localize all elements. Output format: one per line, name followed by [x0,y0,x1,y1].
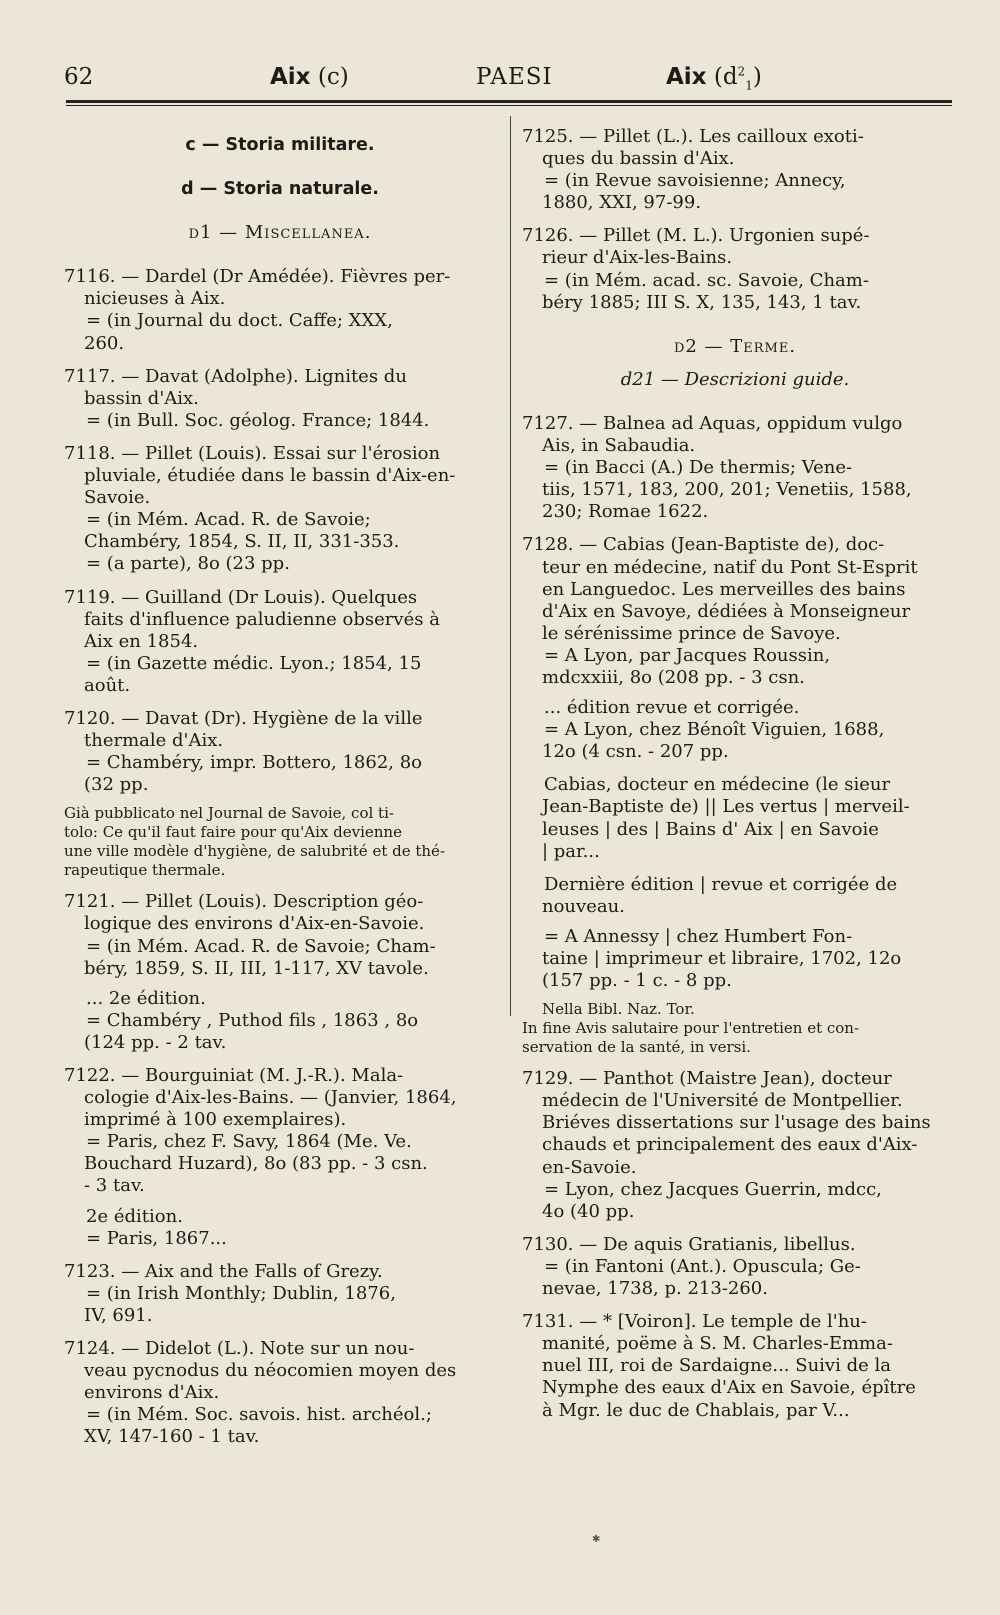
entry-7117-line: bassin d'Aix. [84,387,199,409]
entry-7128-line: Cabias, docteur en médecine (le sieur [544,774,891,796]
entry-7127-line: Ais, in Sabaudia. [542,435,696,457]
entry-7127-line: 230; Romae 1622. [542,501,709,523]
running-header [62,52,952,100]
entry-7123-line: 7123. — Aix and the Falls of Grezy. [64,1260,383,1282]
subsection-heading: d1 — Miscellanea. [188,222,372,244]
entry-7127-line: tiis, 1571, 183, 200, 201; Venetiis, 1588, [542,479,912,501]
entry-7130-line: = (in Fantoni (Ant.). Opuscula; Ge- [544,1255,861,1277]
entry-7128-line: | par... [542,840,600,862]
entry-7117-line: 7117. — Davat (Adolphe). Lignites du [64,365,407,387]
entry-7129-line: en-Savoie. [542,1156,637,1178]
entry-7128-line: nouveau. [542,895,625,917]
entry-7122-line: = Paris, chez F. Savy, 1864 (Me. Ve. [86,1131,412,1153]
entry-7129-line: Briéves dissertations sur l'usage des bains [542,1112,931,1134]
entry-7128-line: (157 pp. - 1 c. - 8 pp. [542,970,732,992]
entry-7124-line: environs d'Aix. [84,1382,220,1404]
entry-7129-line: chauds et principalement des eaux d'Aix- [542,1134,918,1156]
subsection-heading: d2 — Terme. [673,335,797,357]
entry-7128-line: leuses | des | Bains d' Aix | en Savoie [542,818,879,840]
note-line: In fine Avis salutaire pour l'entretien et con- [522,1019,860,1038]
entry-7124-line: = (in Mém. Soc. savois. hist. archéol.; [86,1404,432,1426]
entry-7128-line: ... édition revue et corrigée. [544,697,800,719]
entry-7128-line: Dernière édition | revue et corrigée de [544,873,898,895]
entry-7125-line: 7125. — Pillet (L.). Les cailloux exoti- [522,126,864,147]
entry-7119-line: = (in Gazette médic. Lyon.; 1854, 15 [86,652,422,674]
entry-7119-line: Aix en 1854. [84,630,199,652]
entry-7118-line: Chambéry, 1854, S. II, II, 331-353. [84,531,400,553]
entry-7128-line: 12o (4 csn. - 207 pp. [542,741,729,763]
entry-7131-line: Nymphe des eaux d'Aix en Savoie, épître [542,1377,916,1399]
entry-7122-line: Bouchard Huzard), 8o (83 pp. - 3 csn. [84,1153,428,1175]
page-number: 62 [64,64,94,90]
entry-7118-line: = (a parte), 8o (23 pp. [86,553,290,575]
entry-7122-line: 7122. — Bourguiniat (M. J.-R.). Mala- [64,1065,404,1086]
note-line: tolo: Ce qu'il faut faire pour qu'Aix devienne [64,823,402,842]
subsection-heading: d21 — Descrizioni guide. [620,368,850,390]
entry-7130-line: nevae, 1738, p. 213-260. [542,1278,768,1300]
note-line: une ville modèle d'hygiène, de salubrité et de thé- [64,842,446,861]
entry-7128-line: Jean-Baptiste de) || Les vertus | merveil- [542,796,910,818]
entry-7128-line: = A Annessy | chez Humbert Fon- [544,925,853,947]
section-heading: d — Storia naturale. [181,179,379,200]
entry-7128-line: mdcxxiii, 8o (208 pp. - 3 csn. [542,666,805,688]
entry-7124-line: XV, 147-160 - 1 tav. [84,1426,260,1448]
entry-7129-line: 7129. — Panthot (Maistre Jean), docteur [522,1068,892,1090]
entry-7128-line: d'Aix en Savoye, dédiées à Monseigneur [542,600,911,622]
entry-7125-line: ques du bassin d'Aix. [542,148,735,170]
note-line: rapeutique thermale. [64,861,226,880]
entry-7116-line: 7116. — Dardel (Dr Amédée). Fièvres per- [64,266,451,288]
entry-7121-line: = Chambéry , Puthod fils , 1863 , 8o [86,1009,419,1031]
entry-7129-line: = Lyon, chez Jacques Guerrin, mdcc, [544,1178,882,1200]
column-divider [510,116,511,1016]
entry-7127-line: 7127. — Balnea ad Aquas, oppidum vulgo [522,412,903,434]
entry-7128-line: = A Lyon, par Jacques Roussin, [544,644,831,666]
entry-7118-line: 7118. — Pillet (Louis). Essai sur l'érosion [64,442,441,464]
entry-7122-line: imprimé à 100 exemplaires). [84,1109,347,1131]
entry-7127-line: = (in Bacci (A.) De thermis; Vene- [544,457,853,479]
entry-7122-line: 2e édition. [86,1205,183,1227]
entry-7131-line: 7131. — * [Voiron]. Le temple de l'hu- [522,1311,867,1333]
entry-7119-line: août. [84,674,131,696]
entry-7123-line: = (in Irish Monthly; Dublin, 1876, [86,1282,396,1304]
entry-7120-line: = Chambéry, impr. Bottero, 1862, 8o [86,752,422,774]
section-heading: c — Storia militare. [185,135,375,155]
entry-7122-line: = Paris, 1867... [86,1227,227,1249]
header-right-title: Aix $(d^2_1)$ [666,64,762,93]
entry-7121-line: 7121. — Pillet (Louis). Description géo- [64,891,424,913]
entry-7121-line: = (in Mém. Acad. R. de Savoie; Cham- [86,935,436,957]
entry-7128-line: = A Lyon, chez Bénoît Viguien, 1688, [544,719,885,741]
header-left-title: Aix (c) [270,64,349,90]
entry-7116-line: nicieuses à Aix. [84,288,226,310]
entry-7121-line: ... 2e édition. [86,987,206,1009]
entry-7119-line: 7119. — Guilland (Dr Louis). Quelques [64,586,418,608]
entry-7126-line: 7126. — Pillet (M. L.). Urgonien supé- [522,225,870,247]
entry-7124-line: veau pycnodus du néocomien moyen des [84,1360,457,1382]
entry-7125-line: = (in Revue savoisienne; Annecy, [544,170,846,192]
header-center-title: PAESI [476,64,553,90]
entry-7116-line: 260. [84,332,125,354]
header-rule-thin [66,105,952,106]
asterisk-mark-icon: ✱ [592,1534,601,1545]
entry-7129-line: médecin de l'Université de Montpellier. [542,1090,903,1112]
entry-7128-line: taine | imprimeur et libraire, 1702, 12o [542,948,902,969]
entry-7131-line: nuel III, roi de Sardaigne... Suivi de la [542,1355,891,1377]
entry-7131-line: à Mgr. le duc de Chablais, par V... [542,1399,850,1421]
entry-7120-line: (32 pp. [84,774,149,796]
entry-7126-line: béry 1885; III S. X, 135, 143, 1 tav. [542,291,862,313]
entry-7119-line: faits d'influence paludienne observés à [84,608,440,630]
entry-7118-line: pluviale, étudiée dans le bassin d'Aix-en- [84,465,456,487]
entry-7129-line: 4o (40 pp. [542,1200,635,1222]
entry-7121-line: (124 pp. - 2 tav. [84,1031,227,1053]
entry-7116-line: = (in Journal du doct. Caffe; XXX, [86,310,393,332]
entry-7121-line: béry, 1859, S. II, III, 1-117, XV tavole. [84,957,429,979]
entry-7125-line: 1880, XXI, 97-99. [542,192,702,214]
entry-7120-line: 7120. — Davat (Dr). Hygiène de la ville [64,707,423,729]
entry-7126-line: rieur d'Aix-les-Bains. [542,247,733,269]
entry-7118-line: = (in Mém. Acad. R. de Savoie; [86,509,371,531]
entry-7128-line: 7128. — Cabias (Jean-Baptiste de), doc- [522,534,885,556]
entry-7128-line: teur en médecine, natif du Pont St-Esprit [542,556,918,578]
entry-7124-line: 7124. — Didelot (L.). Note sur un nou- [64,1338,415,1360]
entry-7131-line: manité, poëme à S. M. Charles-Emma- [542,1333,893,1355]
entry-7128-line: le sérénissime prince de Savoye. [542,622,841,644]
left-column [64,126,496,1449]
entry-7117-line: = (in Bull. Soc. géolog. France; 1844. [86,409,430,431]
entry-7122-line: cologie d'Aix-les-Bains. — (Janvier, 1864, [84,1087,457,1109]
entry-7120-line: thermale d'Aix. [84,730,224,752]
entry-7121-line: logique des environs d'Aix-en-Savoie. [84,913,425,935]
note-line: Nella Bibl. Naz. Tor. [542,1000,695,1019]
note-line: Già pubblicato nel Journal de Savoie, col ti- [64,804,394,823]
header-rule-thick [66,100,952,103]
entry-7123-line: IV, 691. [84,1304,153,1326]
right-column [522,126,948,1422]
entry-7122-line: - 3 tav. [84,1175,145,1197]
entry-7126-line: = (in Mém. acad. sc. Savoie, Cham- [544,269,869,291]
entry-7118-line: Savoie. [84,487,151,509]
note-line: servation de la santé, in versi. [522,1038,751,1057]
entry-7128-line: en Languedoc. Les merveilles des bains [542,578,906,600]
entry-7130-line: 7130. — De aquis Gratianis, libellus. [522,1233,856,1255]
